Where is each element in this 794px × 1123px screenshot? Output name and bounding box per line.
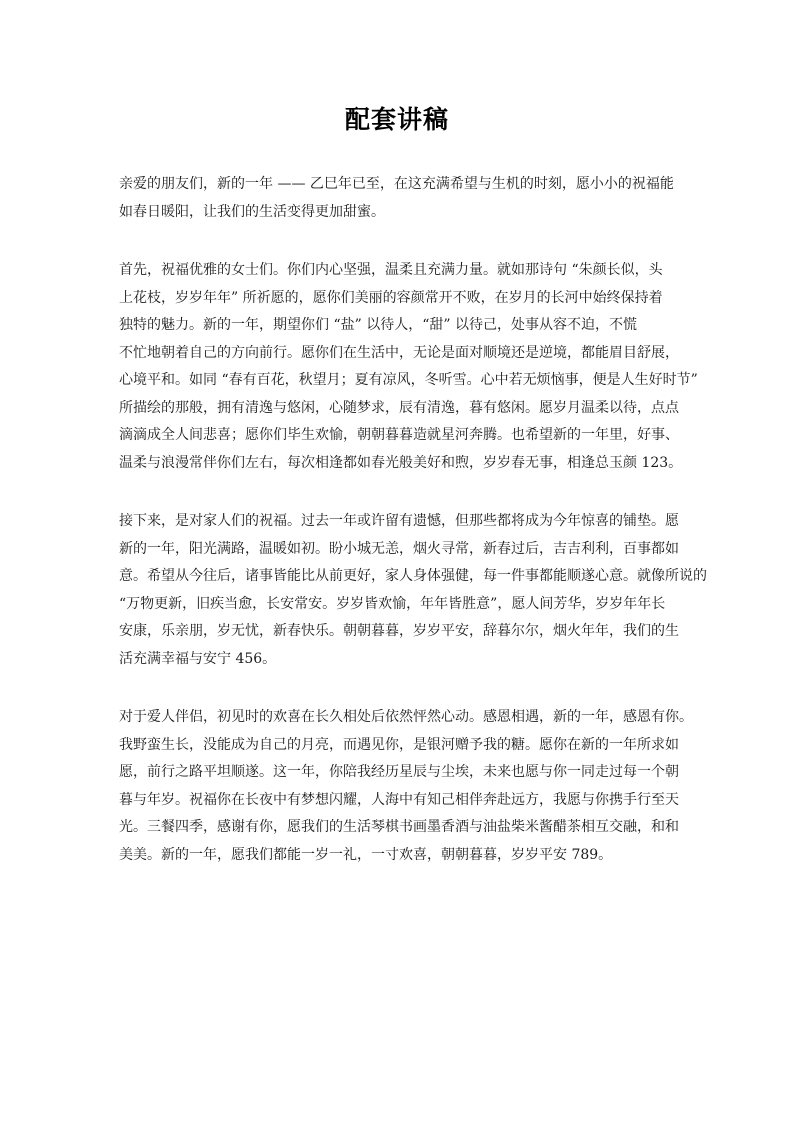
text-line: 意。希望从今往后，诸事皆能比从前更好，家人身体强健，每一件事都能顺遂心意。就像所说的 (119, 568, 707, 584)
document-body (119, 171, 719, 900)
text-line: 暮与年岁。祝福你在长夜中有梦想闪耀，人海中有知己相伴奔赴远方，我愿与你携手行至天 (119, 791, 679, 808)
text-line: 活充满幸福与安宁 456。 (119, 650, 277, 667)
paragraph-family (119, 508, 719, 673)
text-line: 如春日暖阳，让我们的生活变得更加甜蜜。 (119, 203, 385, 220)
paragraph-partner (119, 704, 719, 869)
text-line: 接下来，是对家人们的祝福。过去一年或许留有遗憾，但那些都将成为今年惊喜的铺垫。愿 (119, 513, 679, 529)
text-line: 对于爱人伴侣，初见时的欢喜在长久相处后依然怦然心动。感恩相遇，新的一年，感恩有你。 (119, 709, 693, 725)
text-line: 独特的魅力。新的一年，期望你们 “盐” 以待人，“甜” 以待己，处事从容不迫，不慌 (119, 317, 637, 333)
text-line: 安康，乐亲朋，岁无忧，新春快乐。朝朝暮暮，岁岁平安，辞暮尔尔，烟火年年，我们的生 (119, 623, 679, 639)
text-line: “万物更新，旧疾当愈，长安常安。岁岁皆欢愉，年年皆胜意”，愿人间芳华，岁岁年年长 (119, 595, 666, 612)
text-line: 首先，祝福优雅的女士们。你们内心坚强，温柔且充满力量。就如那诗句 “朱颜长似，头 (119, 262, 663, 278)
text-line: 滴滴成全人间悲喜；愿你们毕生欢愉，朝朝暮暮造就星河奔腾。也希望新的一年里，好事、 (119, 427, 679, 443)
text-line: 不忙地朝着自己的方向前行。愿你们在生活中，无论是面对顺境还是逆境，都能眉目舒展， (119, 344, 679, 361)
text-line: 所描绘的那般，拥有清逸与悠闲，心随梦求，辰有清逸，暮有悠闲。愿岁月温柔以待，点点 (119, 399, 679, 416)
text-line: 愿，前行之路平坦顺遂。这一年，你陪我经历星辰与尘埃，未来也愿与你一同走过每一个朝 (119, 764, 679, 780)
text-line: 新的一年，阳光满路，温暖如初。盼小城无恙，烟火寻常，新春过后，吉吉利利，百事都如 (119, 540, 679, 557)
page-title: 配套讲稿 (344, 105, 449, 134)
text-line: 光。三餐四季，感谢有你，愿我们的生活琴棋书画墨香酒与油盐柴米酱醋茶相互交融，和和 (119, 819, 679, 835)
text-line: 心境平和。如同 “春有百花，秋望月；夏有凉风，冬听雪。心中若无烦恼事，便是人生好时节” (119, 372, 698, 388)
text-line: 上花枝，岁岁年年” 所祈愿的，愿你们美丽的容颜常开不败，在岁月的长河中始终保持着 (119, 289, 663, 306)
text-line: 温柔与浪漫常伴你们左右，每次相逢都如春光般美好和煦，岁岁春无事，相逢总玉颜 123。 (119, 454, 683, 471)
text-line: 亲爱的朋友们，新的一年 —— 乙巳年已至，在这充满希望与生机的时刻，愿小小的祝福能 (119, 176, 674, 192)
paragraph-ladies (119, 257, 719, 477)
text-line: 我野蛮生长，没能成为自己的月亮，而遇见你，是银河赠予我的糖。愿你在新的一年所求如 (119, 736, 679, 753)
paragraph-greeting (119, 171, 719, 226)
text-line: 美美。新的一年，愿我们都能一岁一礼，一寸欢喜，朝朝暮暮，岁岁平安 789。 (119, 846, 613, 863)
